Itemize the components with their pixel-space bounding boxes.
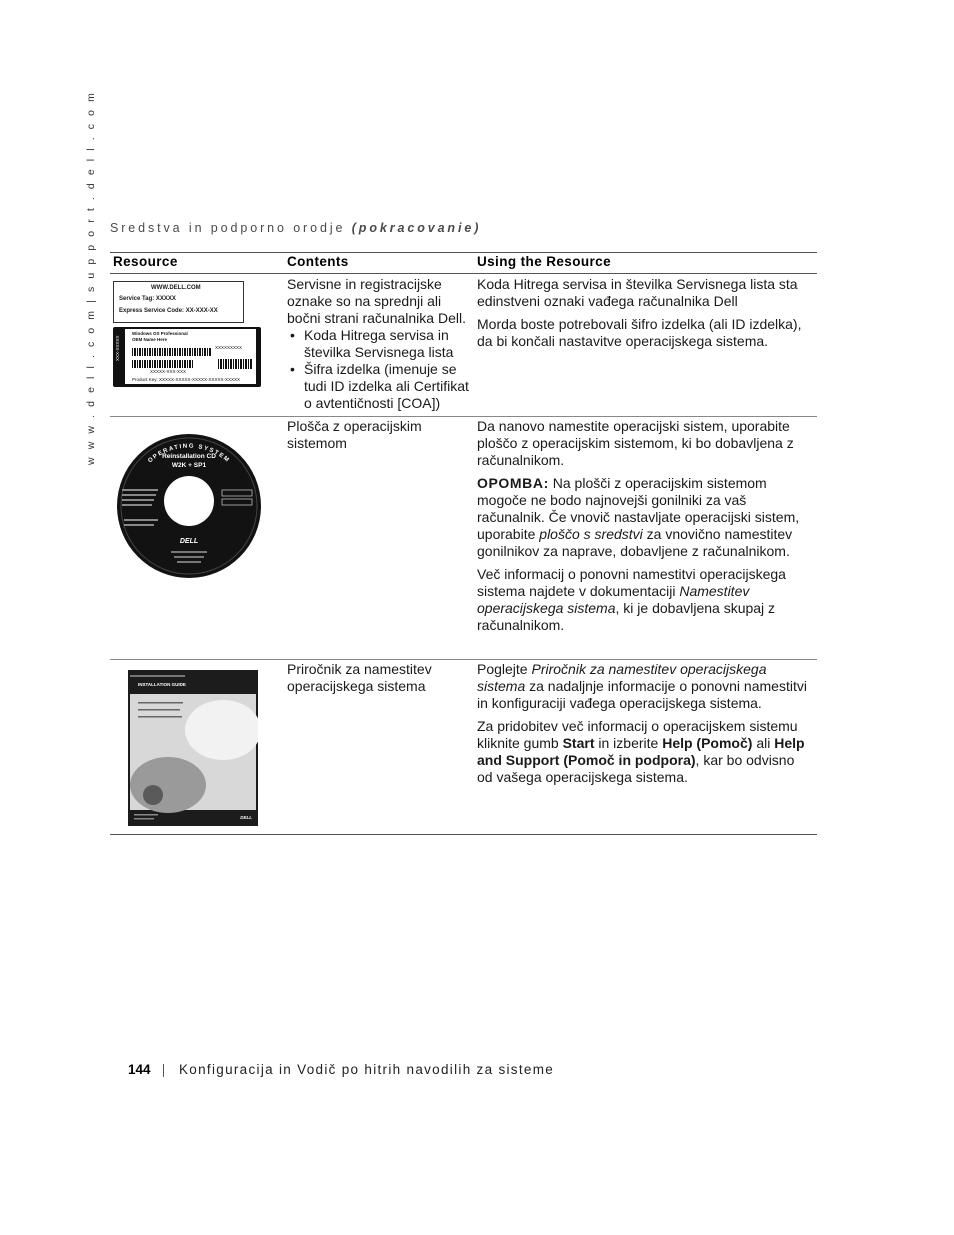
row2-p3-b: , ki je dobavljena skupaj z računalnikom. — [477, 600, 776, 633]
table-bottom-rule — [110, 834, 817, 835]
row1-contents — [287, 276, 472, 412]
row3-p1-b: za nadaljnje informacije o ponovni namestitvi in konfiguraciji vađega operacijskega sistema. — [477, 678, 807, 711]
row3-using-p2 — [477, 718, 812, 786]
header-rule — [110, 273, 817, 274]
coa-label-inner — [125, 329, 256, 384]
barcode-2 — [132, 360, 194, 368]
installation-guide-image — [128, 670, 258, 826]
col-header-resource: Resource — [113, 254, 178, 269]
cd-arc-textpath: OPERATING SYSTEM — [147, 443, 231, 465]
cd-text-block-4 — [122, 504, 152, 506]
service-tag-label-image — [113, 281, 244, 323]
row3-contents — [287, 661, 472, 701]
row2-p3-a: Več informacij o ponovni namestitvi operacijskega sistema najdete v dokumentaciji — [477, 566, 786, 599]
coa-label-image — [113, 327, 261, 387]
coa-line1: Windows OS Professional — [132, 331, 188, 336]
section-heading — [110, 221, 481, 235]
row3-p2-e: , kar bo odvisno od vašega operacijskega sistema. — [477, 752, 795, 785]
guide-photo-shadow — [130, 757, 206, 813]
row1-bullet-list — [287, 327, 472, 412]
row2-contents — [287, 418, 472, 458]
row-divider-2 — [110, 659, 817, 660]
page-number: 144 — [128, 1062, 151, 1077]
guide-line-2 — [138, 709, 180, 711]
guide-cover-svg — [128, 670, 258, 826]
col-header-using: Using the Resource — [477, 254, 611, 269]
coa-line2: OEM Name Here — [132, 337, 168, 342]
row1-bullet-1: • Koda Hitrega servisa in številka Servisnega lista — [287, 327, 472, 361]
help-label: Help (Pomoč) — [662, 735, 753, 751]
coa-product-key: Product Key: XXXXX-XXXXX-XXXXX-XXXXX-XXXXX — [132, 377, 241, 382]
cd-disc-svg — [116, 433, 262, 579]
row-divider-1 — [110, 416, 817, 417]
coa-side-text: XXX-XXXXX — [115, 335, 120, 361]
row2-note — [477, 475, 812, 560]
guide-photo-dark-spot — [143, 785, 163, 805]
coa-number: XXXXX-XXX-XXX — [150, 369, 187, 374]
guide-foot-2 — [134, 818, 154, 820]
side-url-text: w w w . d e l l . c o m | s u p p o r t . d e l l . c o m — [85, 90, 97, 465]
footer-separator — [163, 1064, 164, 1077]
cd-dell-logo: DELL — [179, 538, 199, 545]
cd-text-block-3 — [122, 499, 154, 501]
row2-contents-text: Plošča z operacijskim sistemom — [287, 418, 422, 451]
row3-contents-text: Priročnik za namestitev operacijskega sistema — [287, 661, 432, 694]
row1-using-p1: Koda Hitrega servisa in številka Servisnega lista sta edinstveni oznaki vađega računalnika Dell — [477, 276, 798, 309]
guide-foot-1 — [134, 814, 158, 816]
row3-p1-italic: Priročnik za namestitev operacijskega sistema — [477, 661, 767, 694]
row2-p3-italic: Namestitev operacijskega sistema — [477, 583, 750, 616]
tag-site-text: WWW.DELL.COM — [151, 285, 201, 291]
guide-photo-highlight — [185, 700, 258, 760]
footer-title: Konfiguracija in Vodič po hitrih navodilih za sisteme — [179, 1062, 555, 1077]
cd-hole — [164, 476, 214, 526]
row3-using-p1 — [477, 661, 812, 712]
note-text-italic: ploščo s sredstvi — [539, 526, 643, 542]
row1-using — [477, 276, 812, 356]
row3-p2-a: Za pridobitev več informacij o operacijskem sistemu kliknite gumb — [477, 718, 798, 751]
start-label: Start — [562, 735, 595, 751]
barcode-3 — [218, 359, 253, 369]
help-support-label: Help and Support (Pomoč in podpora) — [477, 735, 805, 768]
coa-code: XXXXXXXXX — [215, 345, 243, 350]
cd-text-block-5 — [124, 519, 158, 521]
cd-fine-print-3 — [177, 561, 201, 563]
cd-text-block-6 — [124, 524, 154, 526]
os-cd-image — [116, 433, 262, 579]
tag-express-text: Express Service Code: XX-XXX-XX — [119, 308, 218, 314]
cd-subtitle: W2K + SP1 — [171, 462, 207, 469]
row1-bullet-2: • Šifra izdelka (imenuje se tudi ID izdelka ali Certifikat o avtentičnosti [COA]) — [287, 361, 472, 412]
row2-using — [477, 418, 812, 640]
section-suffix: (pokracovanie) — [351, 221, 482, 235]
cd-fine-print-2 — [174, 556, 204, 558]
cd-title: Reinstallation CD — [162, 453, 216, 460]
note-text-b: za vnovično namestitev gonilnikov za naprave, dobavljene z računalnikom. — [477, 526, 793, 559]
row3-p2-c: in izberite — [594, 735, 663, 751]
guide-line-1 — [138, 702, 183, 704]
note-text-a: Na plošči z operacijskim sistemom mogoče ne bodo najnovejši gonilniki za vaš računalnik. Če vnovič nastavljate operacijski sistem, uporabite — [477, 475, 800, 542]
section-title: Sredstva in podporno orodje — [110, 221, 346, 235]
row2-using-p1: Da nanovo namestite operacijski sistem, uporabite ploščo z operacijskim sistemom, ki bo dobavljena z računalnikom. — [477, 418, 794, 468]
guide-dell-logo: DELL — [240, 815, 252, 820]
table-top-rule — [110, 252, 817, 253]
side-url — [85, 90, 99, 465]
guide-title: INSTALLATION GUIDE — [138, 682, 186, 687]
cd-text-block-1 — [122, 489, 158, 491]
row2-using-p3 — [477, 566, 812, 634]
row3-using — [477, 661, 812, 792]
row3-p1-a: Poglejte — [477, 661, 532, 677]
guide-header-line — [130, 675, 185, 677]
tag-service-text: Service Tag: XXXXX — [119, 296, 176, 302]
row3-p2-d: ali — [752, 735, 775, 751]
cd-text-block-2 — [122, 494, 156, 496]
row1-contents-text: Servisne in registracijske oznake so na sprednji ali bočni strani računalnika Dell. — [287, 276, 466, 326]
col-header-contents: Contents — [287, 254, 349, 269]
note-label: OPOMBA: — [477, 475, 549, 491]
cd-fine-print-1 — [171, 551, 207, 553]
barcode-1 — [132, 348, 212, 356]
row1-using-p2: Morda boste potrebovali šifro izdelka (ali ID izdelka), da bi končali nastavitve operacijskega sistema. — [477, 316, 802, 349]
guide-line-3 — [138, 716, 182, 718]
